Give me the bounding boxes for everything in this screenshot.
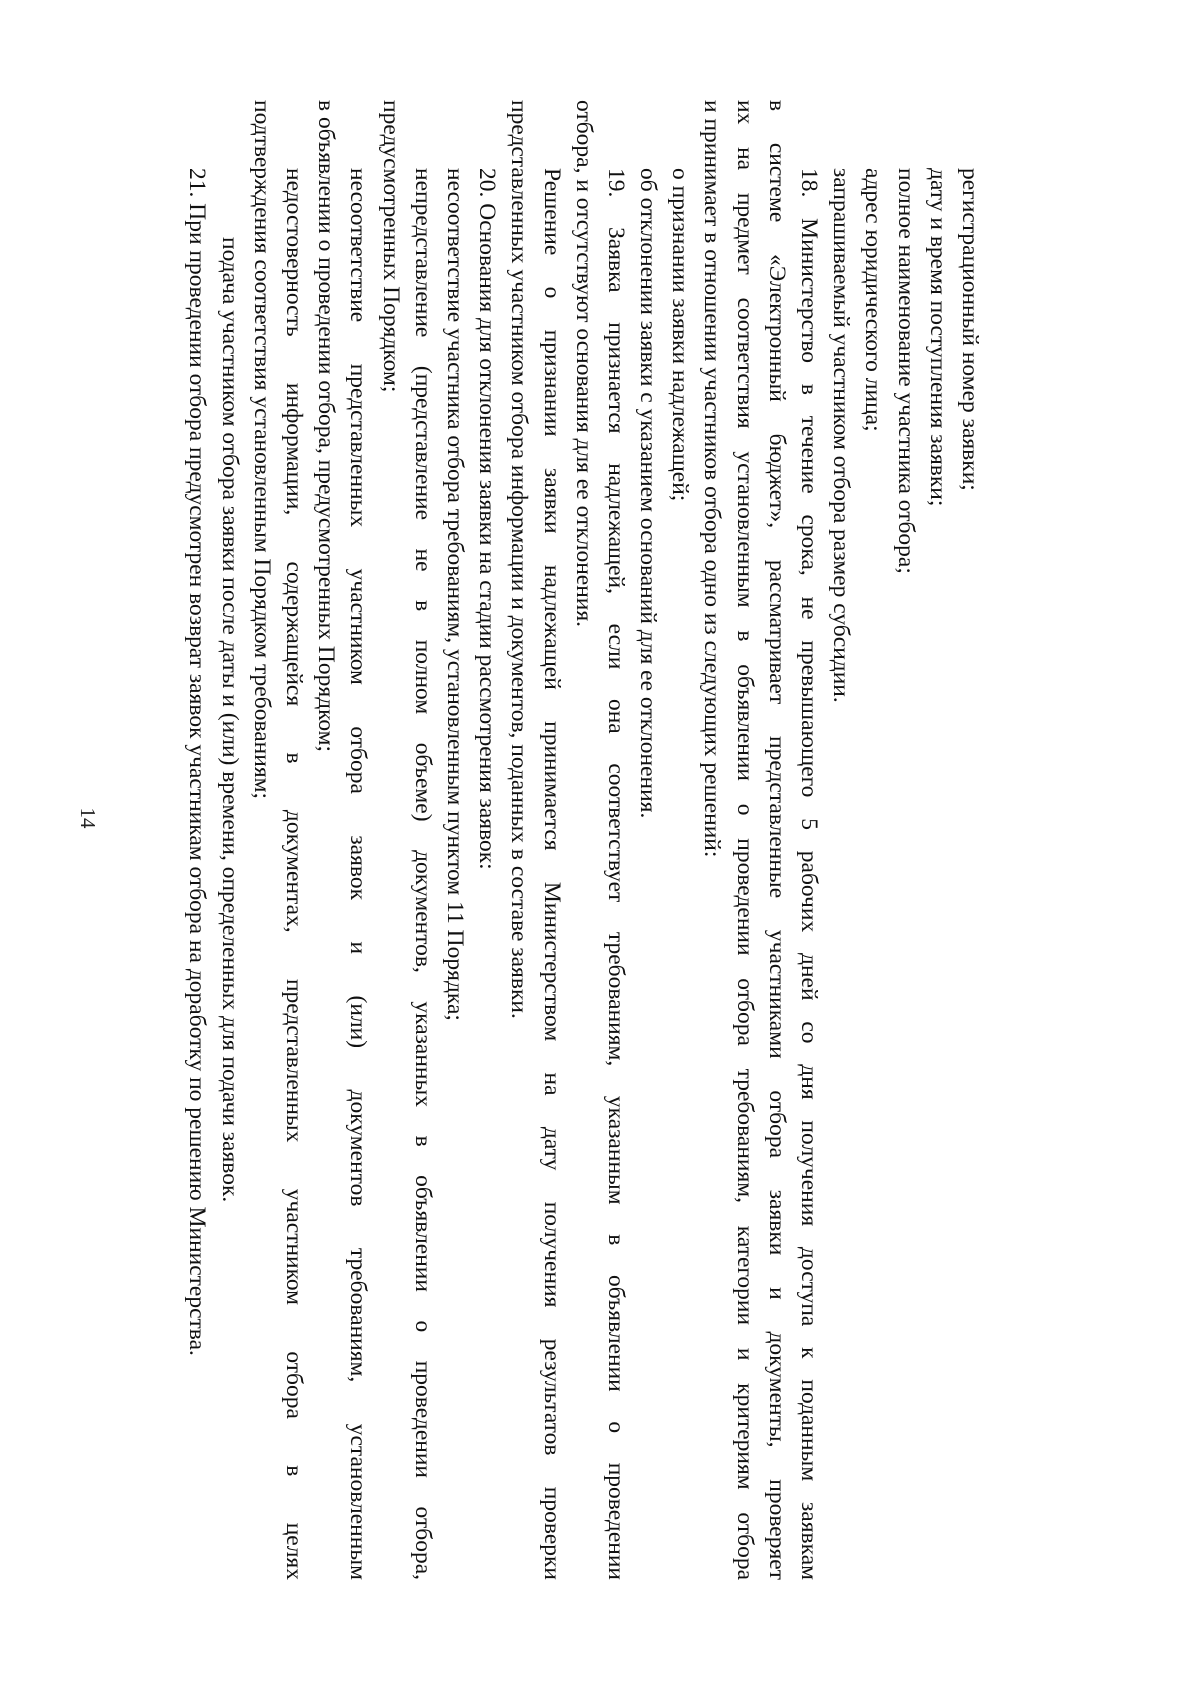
text-line: адрес юридического лица; [860,168,887,432]
text-line: Решение о признании заявки надлежащей принимается Министерством на дату получения результатов проверки [538,168,565,1580]
text-line: представленных участником отбора информации и документов, поданных в составе заявки. [506,100,533,1019]
document-body [134,100,986,1580]
page-number: 14 [76,807,100,829]
text-line: полное наименование участника отбора; [892,168,919,574]
text-line: об отклонении заявки с указанием оснований для ее отклонения. [635,168,662,819]
text-line: 20. Основания для отклонения заявки на стадии рассмотрения заявок: [474,168,501,870]
text-line: в объявлении о проведении отбора, предусмотренных Порядком; [313,100,340,753]
text-line: отбора, и отсутствуют основания для ее отклонения. [570,100,597,628]
text-line: в системе «Электронный бюджет», рассматривает представленные участниками отбора заявки и документы, проверяет [763,100,790,1580]
text-line: непредставление (представление не в полном объеме) документов, указанных в объявлении о проведении отбора, [409,168,436,1580]
text-line: их на предмет соответствия установленным в объявлении о проведении отбора требованиям, категории и критериям отбора [731,100,758,1580]
text-line: подача участником отбора заявки после даты и (или) времени, определенных для подачи заявок. [216,237,243,1203]
text-line: подтверждения соответствия установленным Порядком требованиям; [248,100,275,800]
text-line: и принимает в отношении участников отбора одно из следующих решений: [699,100,726,858]
text-line: несоответствие представленных участником отбора заявок и (или) документов требованиям, установленным [345,168,372,1580]
text-line: недостоверность информации, содержащейся в документах, представленных участником отбора в целях [281,168,308,1580]
text-line: предусмотренных Порядком; [377,100,404,393]
text-line: 21. При проведении отбора предусмотрен возврат заявок участникам отбора на доработку по решению Министерства. [184,168,211,1356]
text-line: о признании заявки надлежащей; [667,168,694,502]
text-line: дату и время поступления заявки; [924,168,951,507]
text-line: 18. Министерство в течение срока, не превышающего 5 рабочих дней со дня получения доступа к поданным заявкам [796,168,823,1580]
text-line: 19. Заявка признается надлежащей, если она соответствует требованиям, указанным в объявлении о проведении [602,168,629,1580]
text-line: запрашиваемый участником отбора размер субсидии. [828,168,855,703]
text-line: регистрационный номер заявки; [957,168,983,491]
text-line: несоответствие участника отбора требованиям, установленным пунктом 11 Порядка; [442,168,468,1021]
